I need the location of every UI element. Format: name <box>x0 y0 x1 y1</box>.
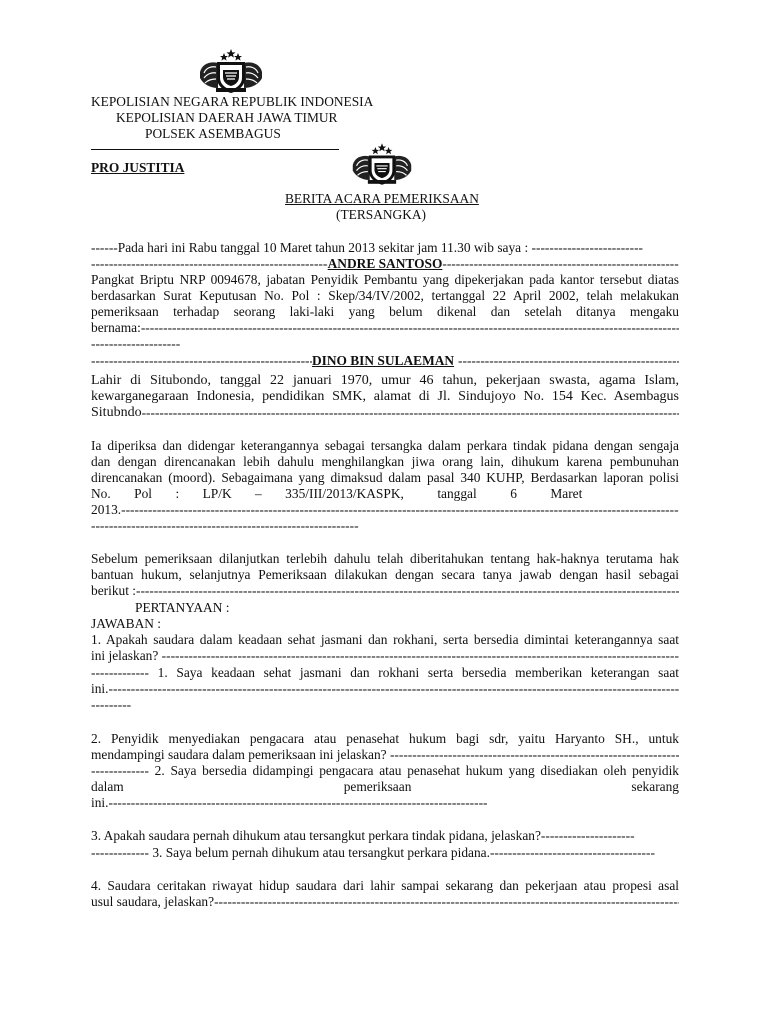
paragraph-line: berikut : ----- <box>91 583 679 599</box>
paragraph-line: Situbndo ----- <box>91 405 679 421</box>
answer-1-cont: ini. ----- <box>91 681 679 697</box>
paragraph-line: bantuan hukum, selanjutnya Pemeriksaan dilakukan dengan secara tanya jawab dengan hasil sebagai <box>91 567 679 582</box>
paragraph-line: dan dengan direncanakan lebih dahulu menghilangkan jiwa orang lain, dihukum karena pembunuhan <box>91 454 679 469</box>
answer-3: ------------- 3. Saya belum pernah dihukum atau tersangkut perkara pidana.------------------------------------- <box>91 845 655 860</box>
paragraph-line: Lahir di Situbondo, tanggal 22 januari 1970, umur 46 tahun, pekerjaan swasta, agama Islam, <box>91 373 679 388</box>
question-2: 2. Penyidik menyediakan pengacara atau penasehat hukum bagi sdr, yaitu Haryanto SH., untuk <box>91 731 679 746</box>
police-emblem-icon <box>196 48 266 94</box>
answer-1: ------------- 1. Saya keadaan sehat jasmani dan rokhani serta bersedia memberikan keterangan saat <box>91 665 679 680</box>
police-emblem-icon <box>349 142 415 186</box>
paragraph-line: Sebelum pemeriksaan dilanjutkan terlebih dahulu telah diberitahukan tentang hak-haknya terutama hak <box>91 551 679 566</box>
question-3: 3. Apakah saudara pernah dihukum atau tersangkut perkara tindak pidana, jelaskan?--------------------- <box>91 828 635 843</box>
question-1: 1. Apakah saudara dalam keadaan sehat jasmani dan rokhani, serta bersedia dimintai keterangannya saat <box>91 632 679 647</box>
intro-line: ------Pada hari ini Rabu tanggal 10 Maret tahun 2013 sekitar jam 11.30 wib saya : ------------------------- <box>91 240 644 255</box>
header-divider <box>91 149 339 150</box>
paragraph-line: 2013. ----- <box>91 502 679 518</box>
paragraph-line: -------------------- <box>91 336 181 351</box>
paragraph-line: kewarganegaraan Indonesia, pendidikan SMK, alamat di Jl. Sindujoyo No. 154 Kec. Asembagus <box>91 389 679 404</box>
document-subtitle: (TERSANGKA) <box>336 207 427 222</box>
header-institution-line-2: KEPOLISIAN DAERAH JAWA TIMUR <box>116 110 338 125</box>
paragraph-line: direncanakan (moord). Sebagaimana yang dimaksud dalam pasal 340 KUHP, Berdasarkan laporan polisi <box>91 470 679 485</box>
paragraph-line: pemeriksaan terhadap seorang laki-laki yang belum dikenal dan setelah ditanya mengaku <box>91 304 679 319</box>
paragraph-line: ------------------------------------------------------------ <box>91 518 359 533</box>
header-institution-line-3: POLSEK ASEMBAGUS <box>145 126 281 141</box>
question-4: 4. Saudara ceritakan riwayat hidup saudara dari lahir sampai sekarang dan pekerjaan atau propesi asal <box>91 878 679 893</box>
paragraph-line: berdasarkan Surat Keputusan No. Pol : Skep/34/IV/2002, tertanggal 22 April 2002, telah melakukan <box>91 288 679 303</box>
answer-1-cont: --------- <box>91 697 132 712</box>
answer-2: ------------- 2. Saya bersedia didampingi pengacara atau penasehat hukum yang disediakan oleh penyidik <box>91 763 679 778</box>
header-institution-line-1: KEPOLISIAN NEGARA REPUBLIK INDONESIA <box>91 94 374 109</box>
suspect-name-line <box>91 353 679 369</box>
officer-name: ANDRE SANTOSO <box>327 256 443 271</box>
officer-name-line <box>91 256 679 272</box>
paragraph-line: bernama: ----- <box>91 320 679 336</box>
document-title: BERITA ACARA PEMERIKSAAN <box>285 191 479 206</box>
answer-2-cont: ini.------------------------------------------------------------------------------------- <box>91 795 488 810</box>
question-label: PERTANYAAN : <box>135 600 230 615</box>
paragraph-line: Ia diperiksa dan didengar keterangannya sebagai tersangka dalam perkara tindak pidana dengan sengaja <box>91 438 679 453</box>
pro-justitia-label: PRO JUSTITIA <box>91 160 185 175</box>
paragraph-line: Pangkat Briptu NRP 0094678, jabatan Penyidik Pembantu yang dipekerjakan pada kantor tersebut diatas <box>91 272 679 287</box>
question-4-cont: usul saudara, jelaskan? ----- <box>91 894 679 910</box>
answer-2-cont: dalam pemeriksaan sekarang <box>91 779 679 794</box>
question-2-cont: mendampingi saudara dalam pemeriksaan ini jelaskan? ----- <box>91 747 679 763</box>
suspect-name: DINO BIN SULAEMAN <box>311 353 455 368</box>
answer-label: JAWABAN : <box>91 616 161 631</box>
question-1-cont: ini jelaskan? ----- <box>91 648 679 664</box>
paragraph-line: No. Pol : LP/K – 335/III/2013/KASPK, tanggal 6 Maret <box>91 486 583 501</box>
